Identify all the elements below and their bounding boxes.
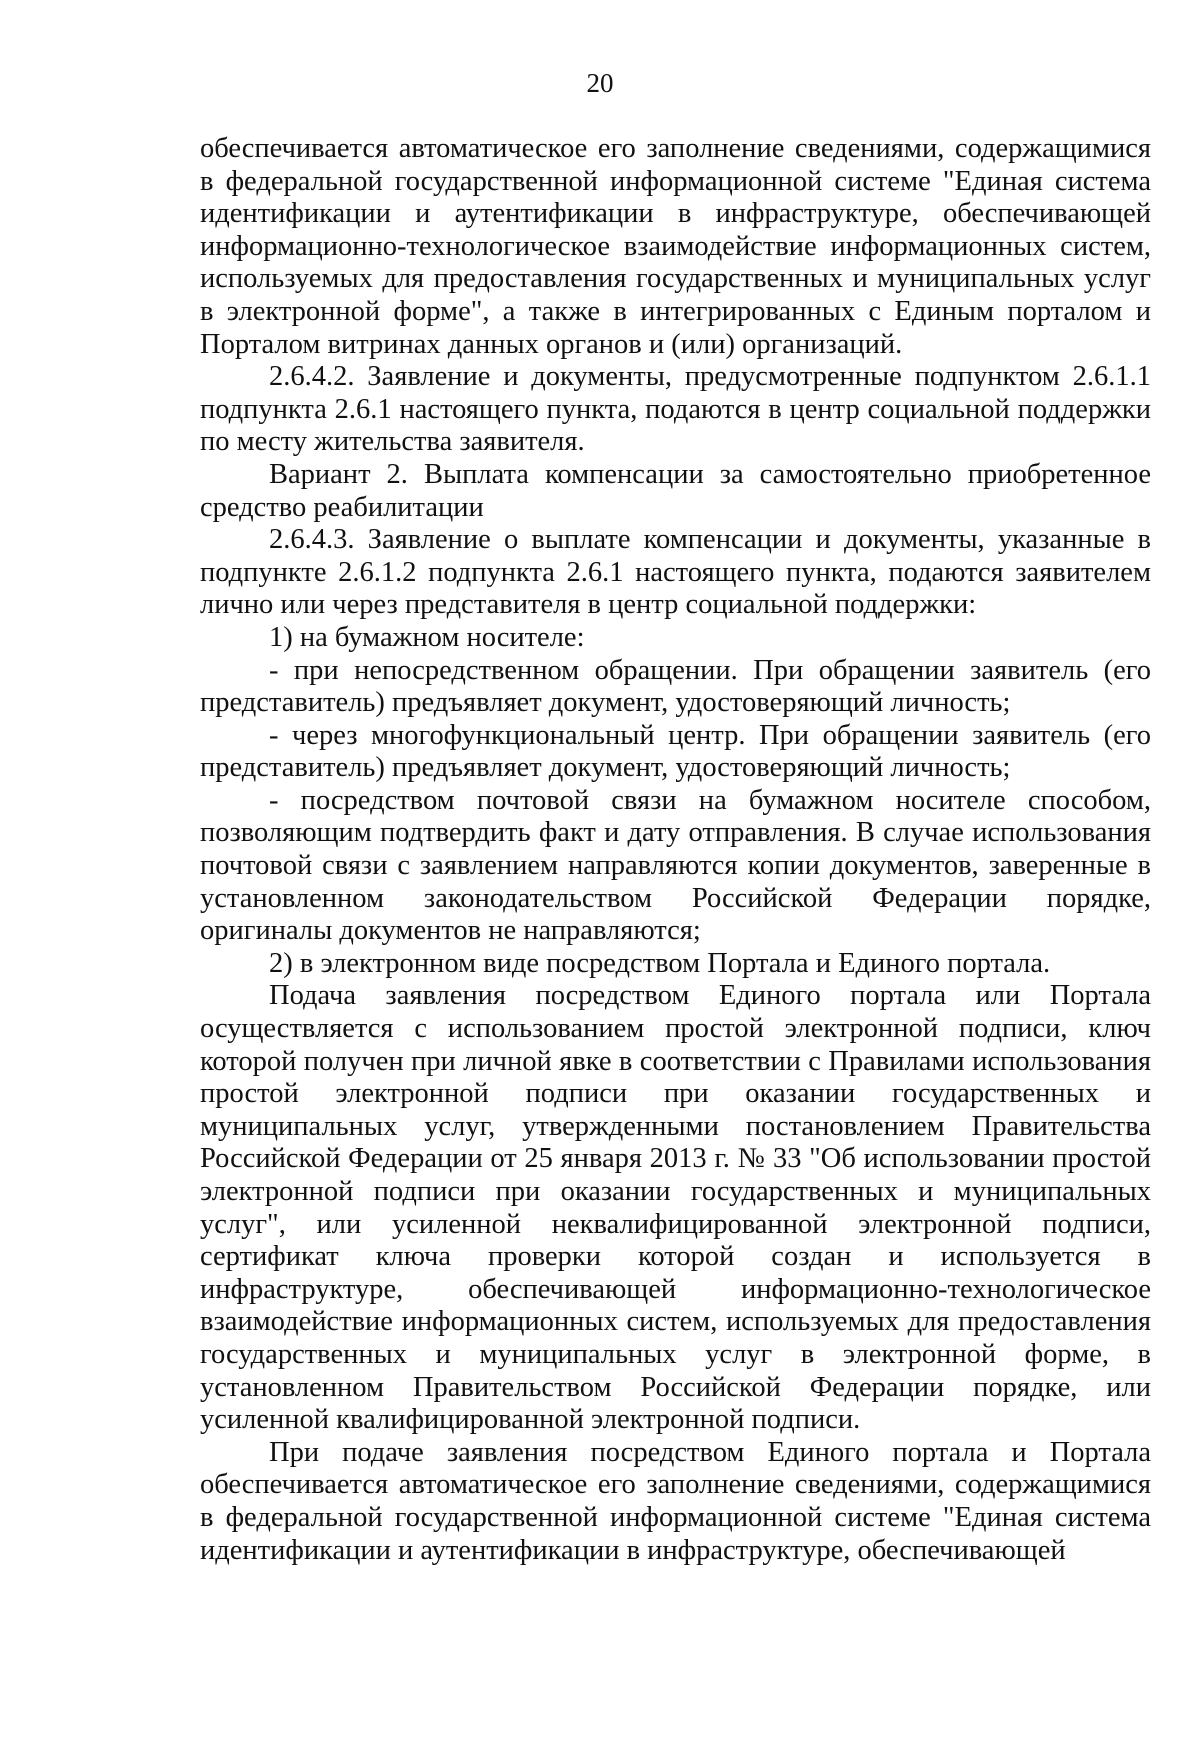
paragraph-continuation: обеспечивается автоматическое его заполнение сведениями, содержащимися в федеральной государственной информационной системе "Единая система идентификации и аутентификации в инфраструктуре, обеспечивающей информационно-технологическое взаимодействие информационных систем, используемых для предоставления государственных и муниципальных услуг в электронной форме", а также в интегрированных с Единым порталом и Порталом витринах данных органов и (или) организаций. [200, 133, 1151, 360]
list-item-paper-carrier: 1) на бумажном носителе: [269, 621, 585, 653]
paragraph-2-6-4-2: 2.6.4.2. Заявление и документы, предусмотренные подпунктом 2.6.1.1 подпункта 2.6.1 настоящего пункта, подаются в центр социальной поддержки по месту жительства заявителя. [200, 361, 1151, 458]
list-item-postal: - посредством почтовой связи на бумажном носителе способом, позволяющим подтвердить факт и дату отправления. В случае использования почтовой связи с заявлением направляются копии документов, заверенные в установленном законодательством Российской Федерации порядке, оригиналы документов не направляются; [200, 784, 1151, 947]
list-item-mfc: - через многофункциональный центр. При обращении заявитель (его представитель) предъявляет документ, удостоверяющий личность; [200, 719, 1151, 784]
paragraph-2-6-4-3: 2.6.4.3. Заявление о выплате компенсации и документы, указанные в подпункте 2.6.1.2 подпункта 2.6.1 настоящего пункта, подаются заявителем лично или через представителя в центр социальной поддержки: [200, 524, 1151, 621]
list-item-direct-visit: - при непосредственном обращении. При обращении заявитель (его представитель) предъявляет документ, удостоверяющий личность; [200, 654, 1151, 719]
document-body [200, 133, 1151, 1567]
page-number: 20 [586, 68, 614, 98]
paragraph-auto-fill: При подаче заявления посредством Единого портала и Портала обеспечивается автоматическое его заполнение сведениями, содержащимися в федеральной государственной информационной системе "Единая система идентификации и аутентификации в инфраструктуре, обеспечивающей [200, 1436, 1151, 1566]
paragraph-electronic-signature: Подача заявления посредством Единого портала или Портала осуществляется с использованием простой электронной подписи, ключ которой получен при личной явке в соответствии с Правилами использования простой электронной подписи при оказании государственных и муниципальных услуг, утвержденными постановлением Правительства Российской Федерации от 25 января 2013 г. № 33 "Об использовании простой электронной подписи при оказании государственных и муниципальных услуг", или усиленной неквалифицированной электронной подписи, сертификат ключа проверки которой создан и используется в инфраструктуре, обеспечивающей информационно-технологическое взаимодействие информационных систем, используемых для предоставления государственных и муниципальных услуг в электронной форме, в установленном Правительством Российской Федерации порядке, или усиленной квалифицированной электронной подписи. [200, 980, 1151, 1436]
list-item-electronic: 2) в электронном виде посредством Портала и Единого портала. [269, 947, 1051, 979]
variant-2-heading: Вариант 2. Выплата компенсации за самостоятельно приобретенное средство реабилитации [200, 458, 1151, 523]
